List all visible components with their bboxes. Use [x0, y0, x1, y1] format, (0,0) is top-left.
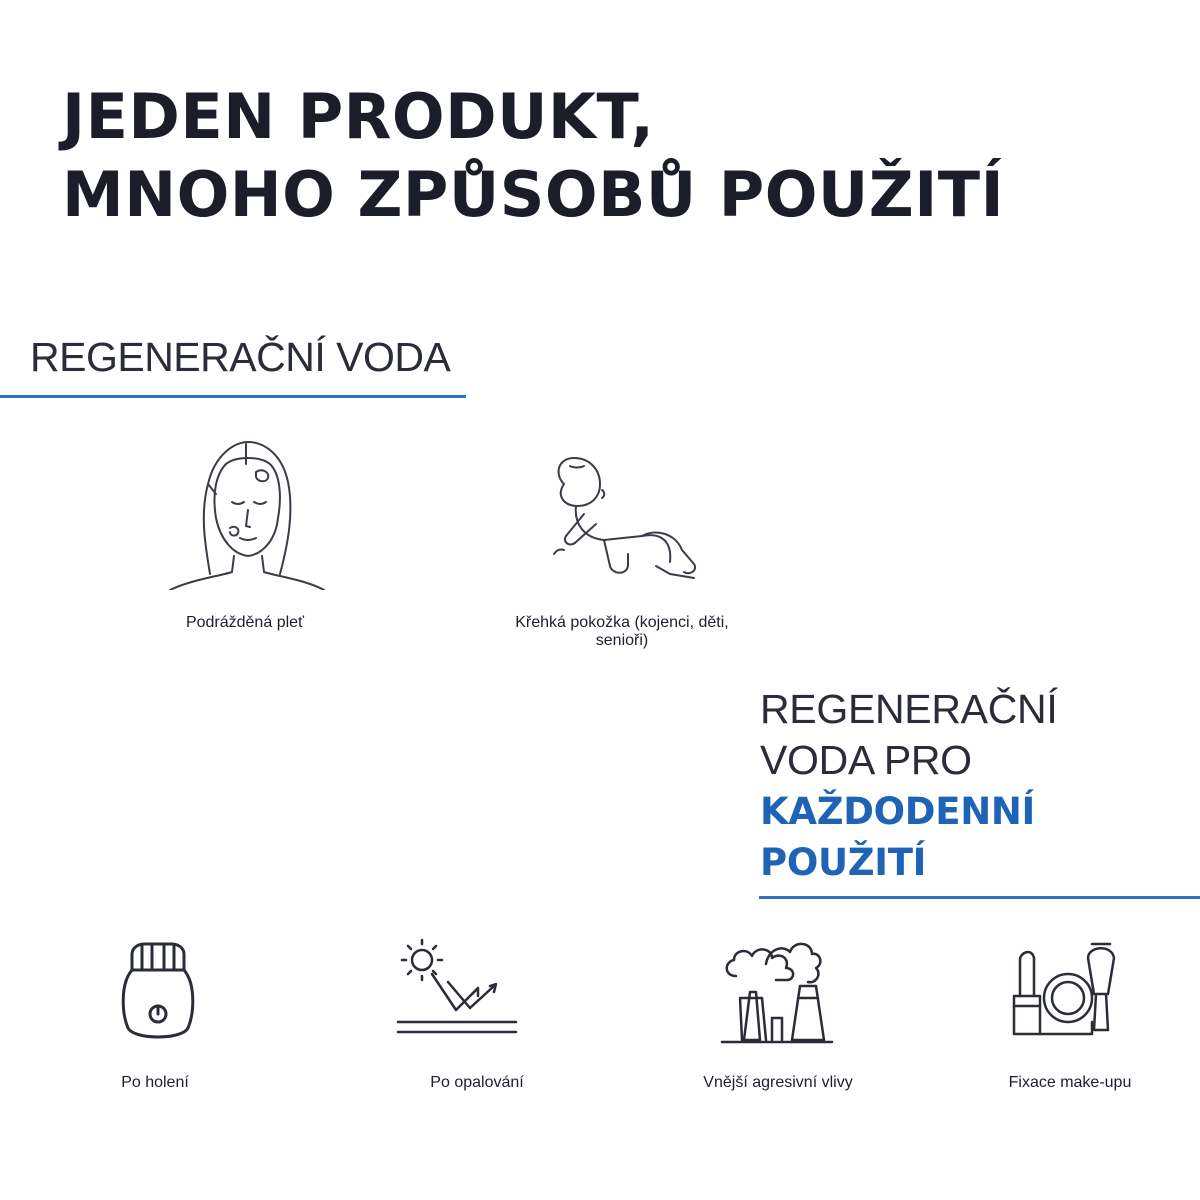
item-label: [515, 614, 566, 631]
item-note: [634, 614, 694, 631]
item-label: [1009, 1074, 1056, 1091]
item-label: [570, 614, 630, 631]
heading-accent-line-1: KAŽDODENNÍ: [760, 790, 1035, 833]
item-label-line1: Fixace: [1008, 1074, 1056, 1091]
heading-line-1: REGENERAČNÍ: [760, 686, 1058, 732]
item-label: [752, 1074, 852, 1091]
item-label: Po opalování: [430, 1074, 524, 1091]
item-fragile-skin: [500, 614, 744, 650]
item-label-line2: pokožka: [570, 614, 630, 631]
item-note-line1: (kojenci,: [634, 614, 695, 631]
title-line-2: MNOHO ZPŮSOBŮ POUŽITÍ: [62, 158, 1005, 231]
item-label-line2: agresivní vlivy: [752, 1074, 853, 1091]
item-label: [703, 1074, 747, 1091]
item-label-line1: Vnější: [703, 1074, 748, 1091]
item-label: Po holení: [121, 1074, 189, 1091]
page-title: [62, 78, 1004, 234]
item-label: [277, 614, 304, 631]
section-divider: [759, 896, 1200, 899]
item-after-sunbathing: [352, 1074, 602, 1092]
epilator-icon: [118, 940, 198, 1044]
item-note-line2: děti, senioři): [595, 614, 729, 649]
section-divider: [0, 395, 466, 398]
heading-line-2: VODA PRO: [760, 737, 972, 783]
item-label-line2: pleť: [276, 614, 305, 631]
item-label: [186, 614, 272, 631]
section-heading-regeneration-water: REGENERAČNÍ VODA: [30, 334, 451, 380]
item-makeup-fixing: [960, 1074, 1180, 1092]
item-irritated-skin: [120, 614, 370, 632]
irritated-face-icon: [160, 434, 330, 590]
heading-accent-line-2: POUŽITÍ: [760, 841, 927, 884]
sun-rays-icon: [394, 936, 518, 1040]
title-line-1: JEDEN PRODUKT,: [62, 80, 655, 153]
item-label-line1: Křehká: [515, 614, 566, 631]
item-label-line1: Podrážděná: [185, 614, 273, 631]
item-external-aggressors: [640, 1074, 916, 1092]
section-heading-daily-use: [760, 684, 1057, 888]
item-label-line2: make-upu: [1060, 1074, 1132, 1091]
crawling-baby-icon: [544, 454, 700, 588]
factory-smoke-icon: [720, 936, 836, 1048]
makeup-icon: [1010, 940, 1130, 1040]
item-after-shaving: [40, 1074, 270, 1092]
item-label: [1060, 1074, 1131, 1091]
